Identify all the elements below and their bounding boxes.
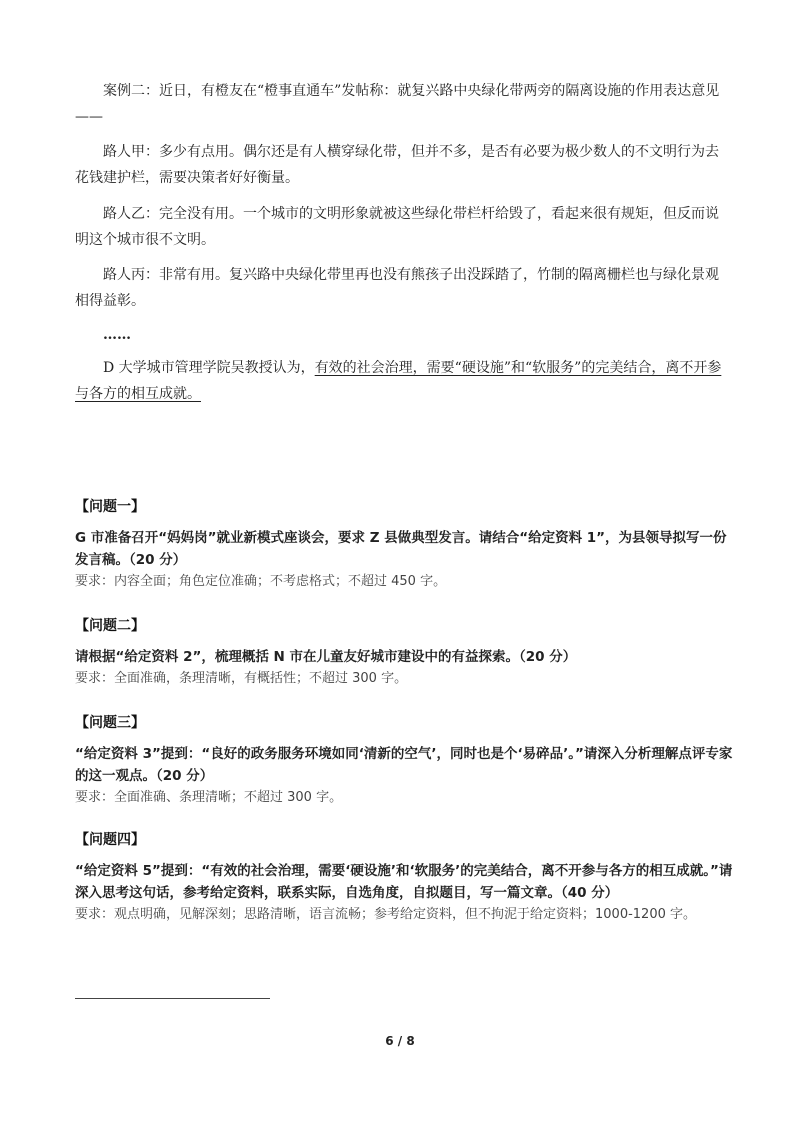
question-3-requirement: 要求：全面准确、条理清晰；不超过 300 字。 [75, 790, 343, 805]
passer-a-text: 路人甲：多少有点用。偶尔还是有人横穿绿化带，但并不多，是否有必要为极少数人的不文明行为去花钱建护栏，需要决策者好好衡量。 [75, 144, 719, 186]
question-2-requirement: 要求：全面准确，条理清晰，有概括性；不超过 300 字。 [75, 671, 408, 686]
question-1-heading: 【问题一】 [75, 499, 145, 515]
passer-a-opinion [75, 139, 725, 191]
question-1 [75, 497, 735, 592]
ellipsis [75, 322, 725, 348]
case2-intro [75, 78, 725, 130]
question-3-heading: 【问题三】 [75, 715, 145, 731]
question-3-text: “给定资料 3”提到：“良好的政务服务环境如同‘清新的空气’，同时也是个‘易碎品’。”请深入分析理解点评专家的这一观点。（20 分） [75, 746, 733, 784]
professor-quote [75, 355, 725, 407]
question-4-requirement: 要求：观点明确，见解深刻；思路清晰，语言流畅；参考给定资料，但不拘泥于给定资料；1000-1200 字。 [75, 907, 696, 922]
footnote-separator [75, 998, 270, 999]
question-2 [75, 616, 735, 689]
question-2-text: 请根据“给定资料 2”，梳理概括 N 市在儿童友好城市建设中的有益探索。（20 分） [75, 649, 577, 665]
passer-b-opinion [75, 201, 725, 253]
question-1-requirement: 要求：内容全面；角色定位准确；不考虑格式；不超过 450 字。 [75, 574, 447, 589]
question-1-text: G 市准备召开“妈妈岗”就业新模式座谈会，要求 Z 县做典型发言。请结合“给定资料 1”，为县领导拟写一份发言稿。（20 分） [75, 530, 727, 568]
page-number: 6 / 8 [385, 1034, 415, 1048]
question-4-text: “给定资料 5”提到：“有效的社会治理，需要‘硬设施’和‘软服务’的完美结合，离不开参与各方的相互成就。”请深入思考这句话，参考给定资料，联系实际，自选角度，自拟题目，写一篇文章。（40 分） [75, 863, 733, 901]
question-4 [75, 830, 735, 925]
passer-b-text: 路人乙：完全没有用。一个城市的文明形象就被这些绿化带栏杆给毁了，看起来很有规矩，但反而说明这个城市很不文明。 [75, 206, 719, 248]
question-3 [75, 713, 735, 808]
ellipsis-text: …… [103, 327, 131, 343]
professor-quote-paragraph [75, 355, 725, 407]
question-4-heading: 【问题四】 [75, 832, 145, 848]
professor-quote-prefix: D 大学城市管理学院吴教授认为， [103, 360, 315, 376]
case2-intro-text: 案例二：近日，有橙友在“橙事直通车”发帖称：就复兴路中央绿化带两旁的隔离设施的作用表达意见—— [75, 83, 720, 125]
passer-c-opinion [75, 262, 725, 314]
passer-c-text: 路人丙：非常有用。复兴路中央绿化带里再也没有熊孩子出没踩踏了，竹制的隔离栅栏也与绿化景观相得益彰。 [75, 267, 719, 309]
professor-quote-underlined: 有效的社会治理，需要“硬设施”和“软服务”的完美结合，离不开参与各方的相互成就。 [75, 360, 722, 402]
question-2-heading: 【问题二】 [75, 618, 145, 634]
